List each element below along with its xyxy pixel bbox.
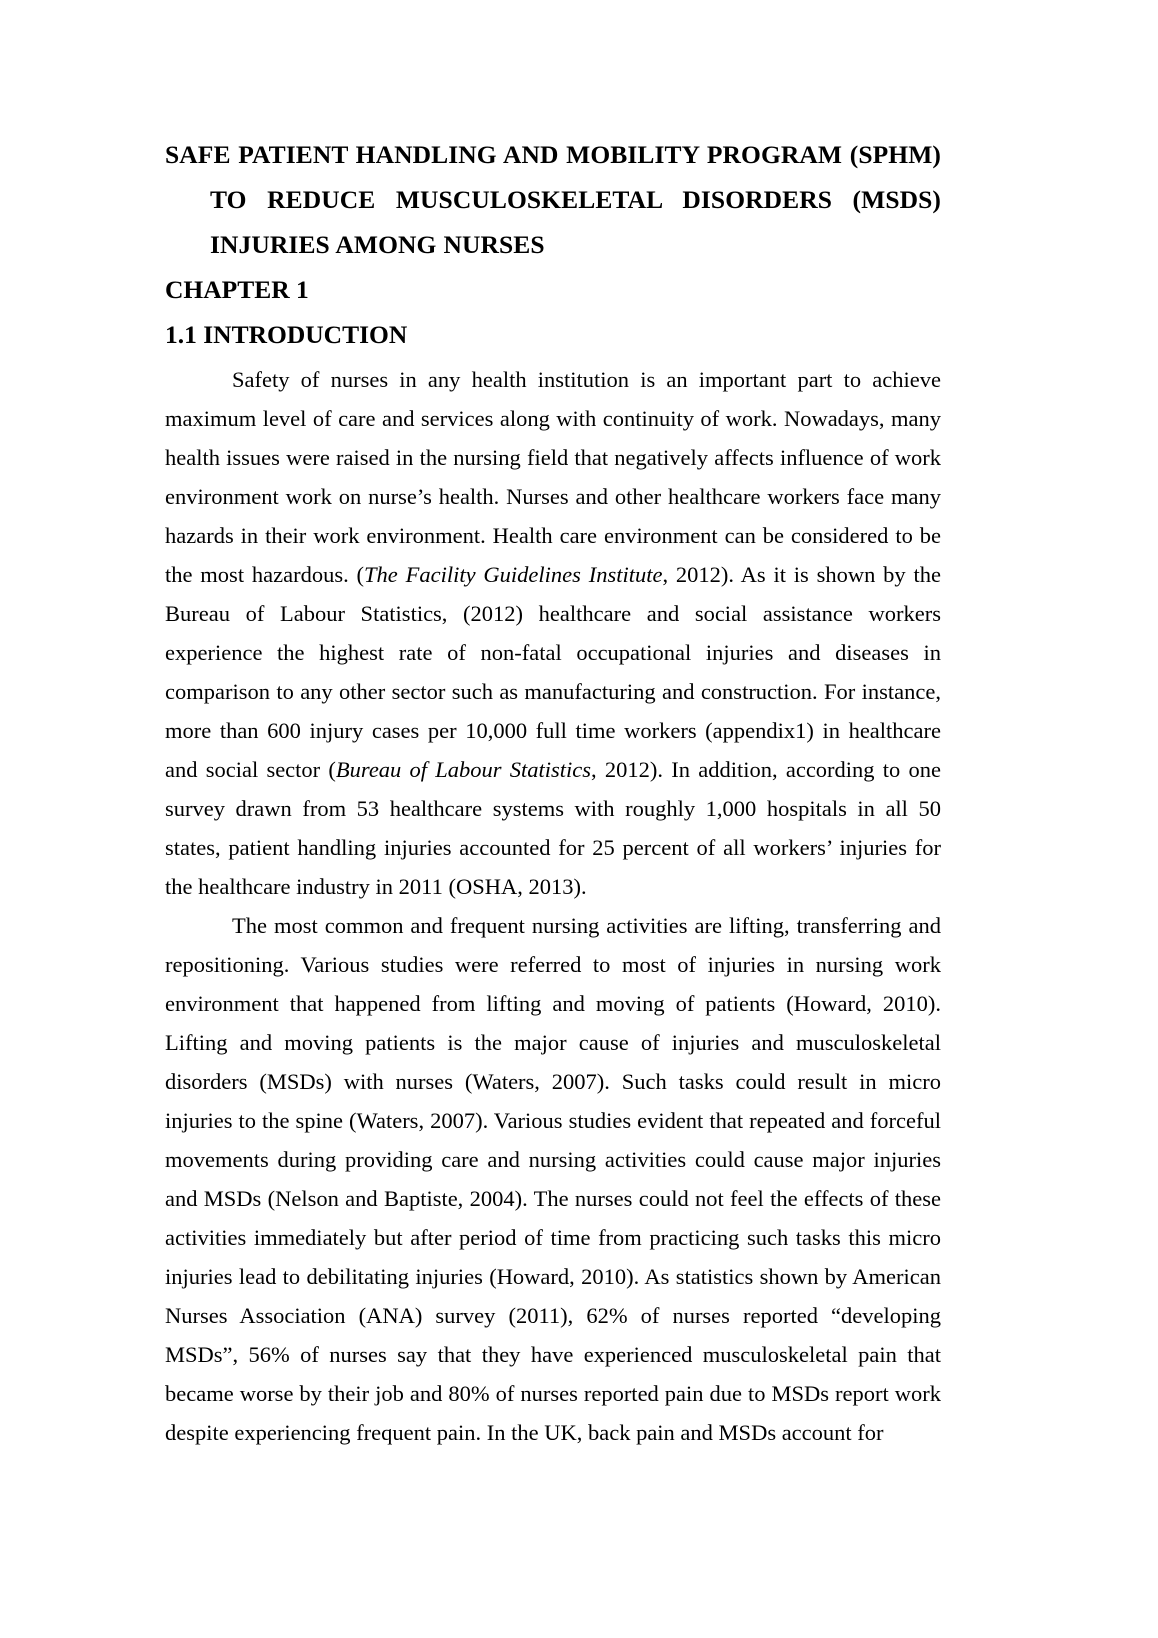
intro-paragraph-2: The most common and frequent nursing activities are lifting, transferring and repositioning. Various studies were referred to most of injuries in nursing work environment that happened from lifting and moving of patients (Howard, 2010). Lifting and moving patients is the major cause of injuries and musculoskeletal disorders (MSDs) with nurses (Waters, 2007). Such tasks could result in micro injuries to the spine (Waters, 2007). Various studies evident that repeated and forceful movements during providing care and nursing activities could cause major injuries and MSDs (Nelson and Baptiste, 2004). The nurses could not feel the effects of these activities immediately but after period of time from practicing such tasks this micro injuries lead to debilitating injuries (Howard, 2010). As statistics shown by American Nurses Association (ANA) survey (2011), 62% of nurses reported “developing MSDs”, 56% of nurses say that they have experienced musculoskeletal pain that became worse by their job and 80% of nurses reported pain due to MSDs report work despite experiencing frequent pain. In the UK, back pain and MSDs account for: [165, 913, 941, 1445]
document-title: SAFE PATIENT HANDLING AND MOBILITY PROGRAM (SPHM) TO REDUCE MUSCULOSKELETAL DISORDERS (MSDS) INJURIES AMONG NURSES: [165, 140, 941, 259]
intro-paragraph-1: Safety of nurses in any health institution is an important part to achieve maximum level of care and services along with continuity of work. Nowadays, many health issues were raised in the nursing field that negatively affects influence of work environment work on nurse’s health. Nurses and other healthcare workers face many hazards in their work environment. Health care environment can be considered to be the most hazardous. (The Facility Guidelines Institute, 2012). As it is shown by the Bureau of Labour Statistics, (2012) healthcare and social assistance workers experience the highest rate of non-fatal occupational injuries and diseases in comparison to any other sector such as manufacturing and construction. For instance, more than 600 injury cases per 10,000 full time workers (appendix1) in healthcare and social sector (Bureau of Labour Statistics, 2012). In addition, according to one survey drawn from 53 healthcare systems with roughly 1,000 hospitals in all 50 states, patient handling injuries accounted for 25 percent of all workers’ injuries for the healthcare industry in 2011 (OSHA, 2013).: [165, 367, 942, 899]
chapter-heading: CHAPTER 1: [165, 275, 309, 304]
page-content: [165, 132, 941, 1452]
citation-italic: Bureau of Labour Statistics: [335, 757, 592, 782]
citation-italic: The Facility Guidelines Institute: [364, 562, 663, 587]
section-heading-introduction: 1.1 INTRODUCTION: [165, 320, 408, 349]
